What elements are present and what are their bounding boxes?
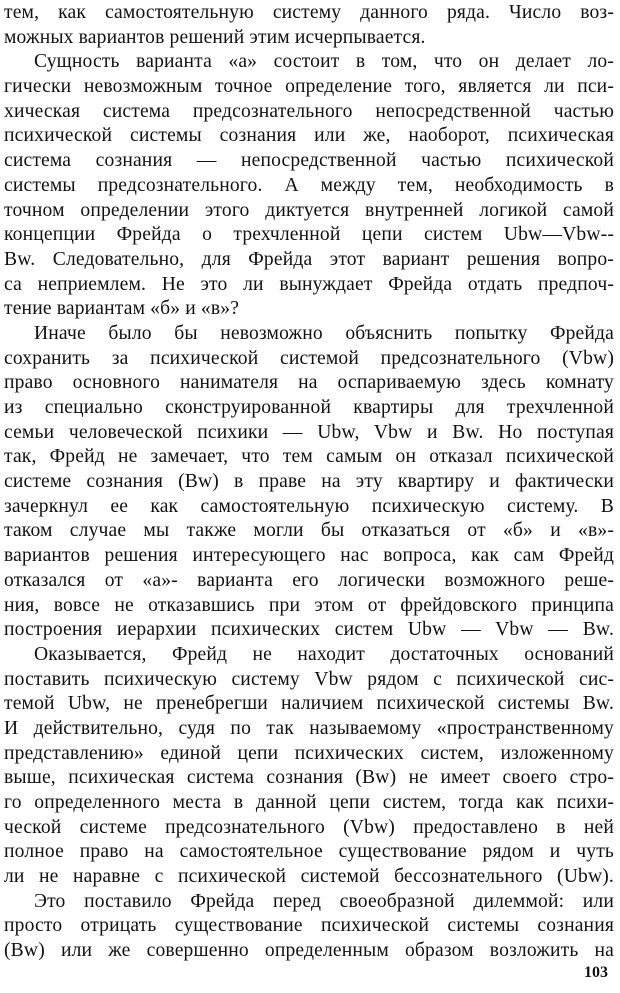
paragraph — [4, 50, 614, 322]
text-line: ли не наравне с психической системой бессознательного (Ubw). — [4, 866, 614, 888]
text-line: темой Ubw, не пренебрегши наличием психической системы Bw. — [4, 693, 614, 715]
text-line: зачеркнул ее как самостоятельную психическую систему. В — [4, 495, 614, 517]
text-line: системы предсознательного. А между тем, необходимость в — [4, 174, 614, 196]
paragraph — [4, 890, 614, 964]
text-line: выше, психическая система сознания (Bw) не имеет своего стро- — [4, 767, 614, 789]
text-line: представлению» единой цепи психических систем, изложенному — [4, 742, 614, 764]
text-line: тение вариантам «б» и «в»? — [4, 298, 240, 320]
text-line: отказался от «а»- варианта его логически возможного реше- — [4, 569, 614, 591]
paragraph — [4, 322, 614, 643]
text-line: Иначе было бы невозможно объяснить попытку Фрейда — [34, 322, 614, 344]
text-line: са неприемлем. Не это ли вынуждает Фрейда отдать предпоч- — [4, 273, 614, 295]
text-line: поставить психическую систему Vbw рядом с психической сис- — [4, 668, 614, 690]
paragraph — [4, 643, 614, 890]
text-line: И действительно, судя по так называемому «пространственному — [4, 717, 614, 739]
page-number: 103 — [584, 964, 608, 981]
text-line: тем, как самостоятельную систему данного ряда. Число воз- — [4, 2, 614, 23]
paragraph — [4, 1, 614, 50]
text-line: го определенного места в данной цепи систем, тогда как психи- — [4, 792, 614, 813]
text-line: право основного нанимателя на оспариваемую здесь комнату — [4, 372, 614, 394]
text-line: психической системы сознания или же, наоборот, психическая — [4, 125, 614, 147]
text-line: ческой системе предсознательного (Vbw) предоставлено в ней — [4, 816, 614, 838]
text-line: Это поставило Фрейда перед своеобразной дилеммой: или — [34, 890, 614, 912]
text-line: так, Фрейд не замечает, что тем самым он отказал психической — [4, 446, 614, 468]
text-line: таком случае мы также могли бы отказаться от «б» и «в»- — [4, 520, 614, 542]
text-line: можных вариантов решений этим исчерпывается. — [4, 26, 426, 48]
text-line: хическая система предсознательного непосредственной частью — [4, 100, 614, 122]
text-line: (Bw) или же совершенно определенным образом возложить на — [4, 940, 614, 962]
text-line: просто отрицать существование психической системы сознания — [4, 915, 614, 937]
text-line: Bw. Следовательно, для Фрейда этот вариант решения вопро- — [4, 248, 614, 270]
text-line: из специально сконструированной квартиры для трехчленной — [4, 397, 614, 418]
text-line: Оказывается, Фрейд не находит достаточных оснований — [34, 643, 614, 665]
text-line: ния, вовсе не отказавшись при этом от фрейдовского принципа — [4, 594, 614, 616]
text-line: Сущность варианта «а» состоит в том, что он делает ло- — [34, 51, 614, 73]
text-line: полное право на самостоятельное существование рядом и чуть — [4, 841, 614, 863]
text-line: системе сознания (Bw) в праве на эту квартиру и фактически — [4, 471, 614, 493]
text-line: концепции Фрейда о трехчленной цепи систем Ubw—Vbw-- — [4, 224, 614, 246]
text-line: вариантов решения интересующего нас вопроса, как сам Фрейд — [4, 545, 614, 567]
text-line: точном определении этого диктуется внутренней логикой самой — [4, 199, 614, 221]
text-line: система сознания — непосредственной частью психической — [4, 150, 614, 172]
text-line: семьи человеческой психики — Ubw, Vbw и Bw. Но поступая — [4, 421, 614, 443]
text-line: гически невозможным точное определение того, является ли пси- — [4, 76, 614, 98]
text-line: сохранить за психической системой предсознательного (Vbw) — [4, 347, 614, 369]
text-line: построения иерархии психических систем Ubw — Vbw — Bw. — [4, 619, 614, 641]
